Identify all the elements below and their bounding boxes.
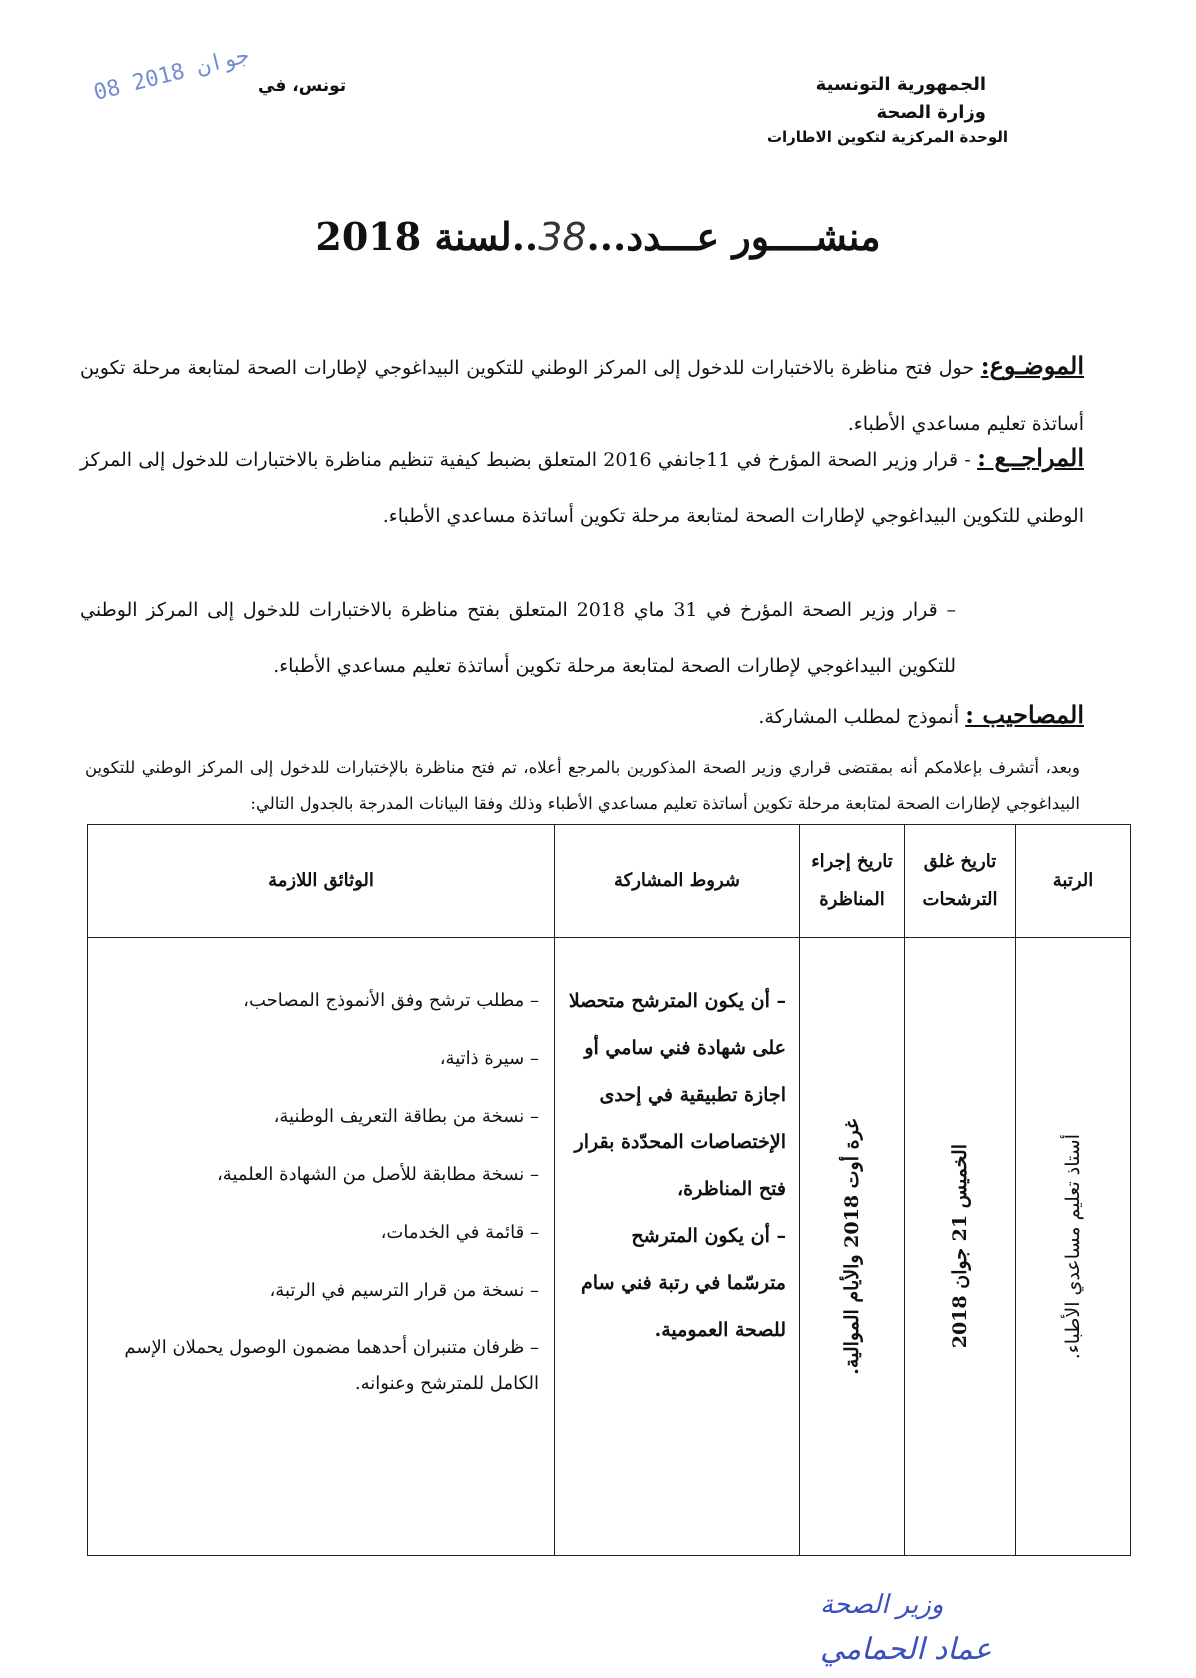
signature-title: وزير الصحة bbox=[820, 1590, 944, 1620]
table-header-row bbox=[88, 825, 1131, 938]
title-prefix: منشــــور عـــدد... bbox=[586, 214, 881, 259]
reference-item-2: – قرار وزير الصحة المؤرخ في 31 ماي 2018 المتعلق بفتح مناظرة بالاختبارات للدخول إلى المركز الوطني للتكوين البيداغوجي لإطارات الصحة لمتابعة مرحلة تكوين أساتذة تعليم مساعدي الأطباء. bbox=[80, 599, 956, 677]
references-section bbox=[80, 430, 1084, 544]
header-exam-date: تاريخ إجراء المناظرة bbox=[800, 825, 905, 938]
reference-item-2-block bbox=[80, 582, 956, 694]
reference-item-1: - قرار وزير الصحة المؤرخ في 11جانفي 2016 المتعلق بضبط كيفية تنظيم مناظرة بالاختبارات للدخول إلى المركز الوطني للتكوين البيداغوجي لإطارات الصحة لمتابعة مرحلة تكوين أساتذة مساعدي الأطباء. bbox=[80, 449, 1084, 527]
attachments-text: أنموذج لمطلب المشاركة. bbox=[758, 706, 960, 728]
header-conditions: شروط المشاركة bbox=[555, 825, 800, 938]
header-deadline: تاريخ غلق الترشحات bbox=[905, 825, 1016, 938]
document-item: – مطلب ترشح وفق الأنموذج المصاحب، bbox=[243, 990, 539, 1011]
header-documents: الوثائق اللازمة bbox=[88, 825, 555, 938]
republic-name: الجمهورية التونسية bbox=[815, 74, 986, 95]
condition-1: – أن يكون المترشح متحصلا على شهادة فني سامي أو اجازة تطبيقية في إحدى الإختصاصات المحدّدة بقرار فتح المناظرة، bbox=[568, 990, 786, 1200]
ministry-name: وزارة الصحة bbox=[876, 102, 986, 123]
attachments-section bbox=[758, 700, 1084, 729]
rank-cell: أستاذ تعليم مساعدي الأطباء. bbox=[1062, 1133, 1084, 1360]
date-stamp: 08 جوان 2018 bbox=[91, 43, 252, 106]
place-date-label: تونس، في bbox=[258, 76, 347, 96]
condition-2: – أن يكون المترشح مترسّما في رتبة فني سام للصحة العمومية. bbox=[581, 1225, 786, 1341]
attachments-label: المصاحيب : bbox=[965, 700, 1084, 729]
circular-number: 38 bbox=[538, 215, 587, 259]
document-item: – نسخة من قرار الترسيم في الرتبة، bbox=[269, 1280, 539, 1301]
deadline-cell: الخميس 21 جوان 2018 bbox=[949, 1144, 971, 1349]
references-label: المراجــع : bbox=[977, 443, 1084, 472]
subject-label: الموضـوع: bbox=[980, 351, 1084, 380]
subject-text: حول فتح مناظرة بالاختبارات للدخول إلى المركز الوطني للتكوين البيداغوجي لإطارات الصحة لمتابعة مرحلة تكوين أساتذة تعليم مساعدي الأطباء. bbox=[80, 357, 1084, 435]
document-item: – قائمة في الخدمات، bbox=[380, 1222, 539, 1243]
document-item: – ظرفان متنبران أحدهما مضمون الوصول يحملان الإسم الكامل للمترشح وعنوانه. bbox=[124, 1337, 539, 1394]
title-suffix: ..لسنة 2018 bbox=[315, 214, 539, 259]
document-item: – نسخة من بطاقة التعريف الوطنية، bbox=[273, 1106, 539, 1127]
header-rank: الرتبة bbox=[1016, 825, 1131, 938]
intro-paragraph: وبعد، أتشرف بإعلامكم أنه بمقتضى قراري وزير الصحة المذكورين بالمرجع أعلاه، تم فتح مناظرة بالإختبارات للدخول إلى المركز الوطني للتكوين البيداغوجي لإطارات الصحة لمتابعة مرحلة تكوين أساتذة تعليم مساعدي الأطباء وذلك وفقا البيانات المدرجة بالجدول التالي: bbox=[85, 758, 1080, 813]
competition-table bbox=[87, 824, 1131, 1556]
document-item: – نسخة مطابقة للأصل من الشهادة العلمية، bbox=[216, 1164, 539, 1185]
table-row bbox=[88, 938, 1131, 1556]
document-item: – سيرة ذاتية، bbox=[439, 1048, 539, 1069]
documents-list bbox=[89, 972, 553, 1402]
exam-date-cell: غرة أوت 2018 والأيام الموالية. bbox=[841, 1118, 863, 1375]
unit-name: الوحدة المركزية لتكوين الاطارات bbox=[766, 128, 1008, 146]
signature-name: عماد الحمامي bbox=[820, 1632, 992, 1667]
circular-title bbox=[0, 214, 1196, 259]
